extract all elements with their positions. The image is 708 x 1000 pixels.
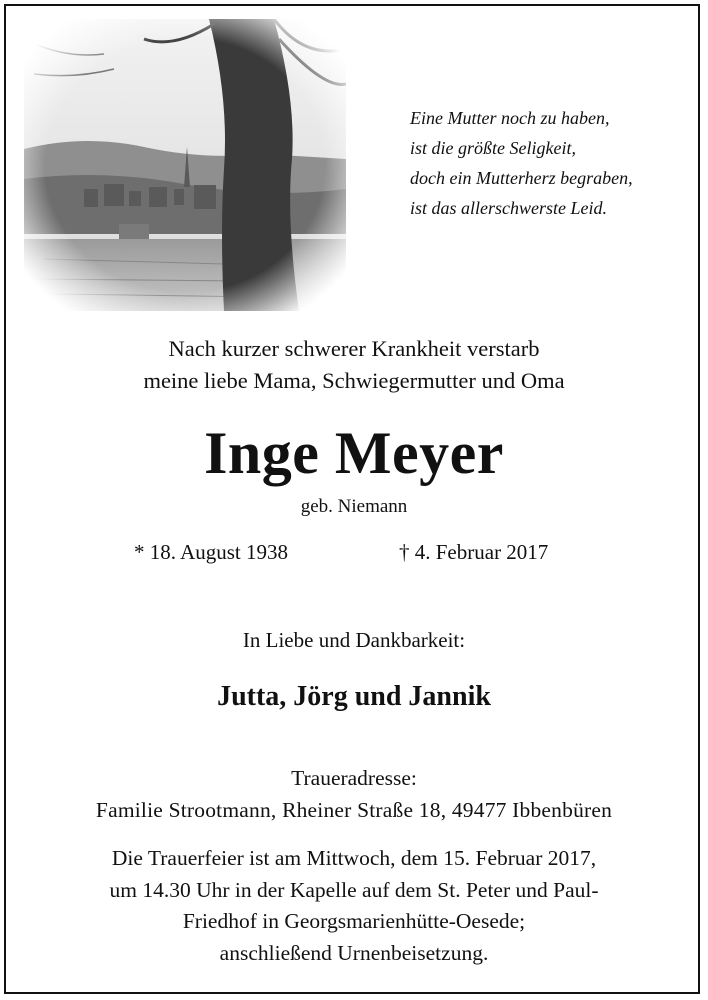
mourners-label: In Liebe und Dankbarkeit: [242, 628, 466, 652]
intro-text [0, 333, 708, 397]
mourners-names: Jutta, Jörg und Jannik [217, 681, 491, 712]
address-label: Traueradresse: [291, 766, 417, 790]
service-line: anschließend Urnenbeisetzung. [219, 940, 489, 965]
address-value: Familie Strootmann, Rheiner Straße 18, 49477 Ibbenbüren [95, 798, 613, 822]
birth-name: geb. Niemann [300, 496, 408, 517]
landscape-photo [24, 19, 346, 311]
service-info [0, 843, 708, 969]
poem-line: ist die größte Seligkeit, [410, 138, 576, 158]
service-line: Die Trauerfeier ist am Mittwoch, dem 15. Februar 2017, [111, 846, 597, 870]
poem-line: Eine Mutter noch zu haben, [410, 108, 610, 128]
birth-date: * 18. August 1938 [134, 540, 289, 564]
service-line: um 14.30 Uhr in der Kapelle auf dem St. Peter und Paul- [109, 877, 599, 902]
service-line: Friedhof in Georgsmarienhütte-Oesede; [182, 909, 526, 933]
poem [410, 103, 670, 223]
landscape-photo-icon [24, 19, 346, 311]
poem-line: doch ein Mutterherz begraben, [410, 168, 633, 188]
deceased-name: Inge Meyer [204, 420, 504, 486]
intro-line-2: meine liebe Mama, Schwiegermutter und Oma [143, 368, 565, 393]
intro-line-1: Nach kurzer schwerer Krankheit verstarb [168, 336, 540, 361]
poem-line: ist das allerschwerste Leid. [410, 198, 607, 218]
death-date: † 4. Februar 2017 [399, 540, 549, 564]
